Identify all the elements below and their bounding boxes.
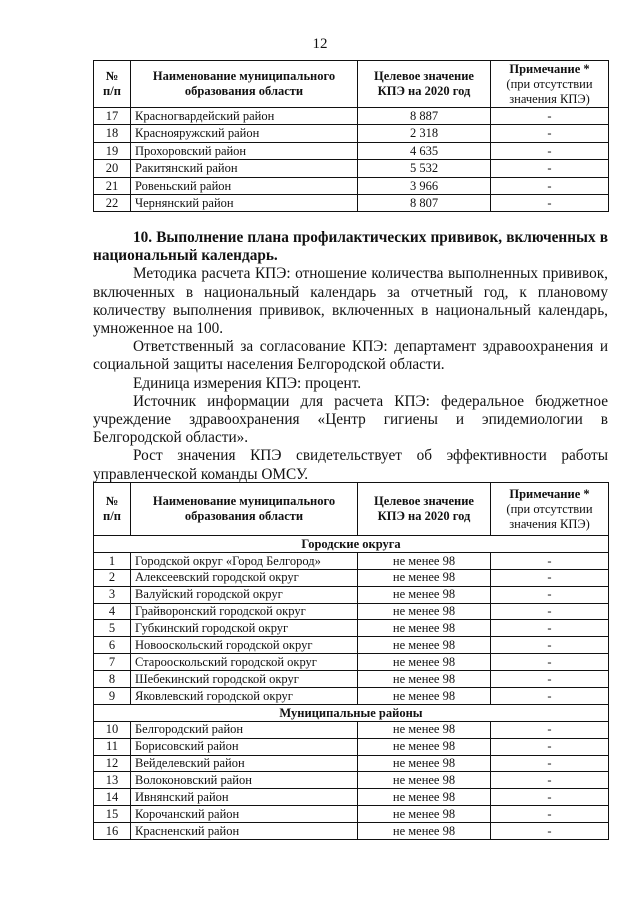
- row-target-value: не менее 98: [358, 789, 491, 806]
- row-name: Шебекинский городской округ: [131, 671, 358, 688]
- row-note: -: [491, 108, 609, 125]
- row-note: -: [491, 637, 609, 654]
- row-target-value: не менее 98: [358, 721, 491, 738]
- row-target-value: не менее 98: [358, 637, 491, 654]
- row-number: 7: [94, 654, 131, 671]
- row-target-value: не менее 98: [358, 569, 491, 586]
- group-title: Городские округа: [94, 536, 609, 553]
- row-target-value: не менее 98: [358, 603, 491, 620]
- row-target-value: не менее 98: [358, 620, 491, 637]
- row-number: 3: [94, 586, 131, 603]
- row-name: Губкинский городской округ: [131, 620, 358, 637]
- header-note: [491, 61, 609, 108]
- table-row: [94, 721, 609, 738]
- row-note: -: [491, 194, 609, 211]
- row-target-value: 8 887: [358, 108, 491, 125]
- row-number: 17: [94, 108, 131, 125]
- row-note: -: [491, 177, 609, 194]
- row-note: -: [491, 586, 609, 603]
- row-name: Ракитянский район: [131, 160, 358, 177]
- table-row: [94, 586, 609, 603]
- row-note: -: [491, 688, 609, 705]
- row-number: 12: [94, 755, 131, 772]
- row-name: Валуйский городской округ: [131, 586, 358, 603]
- row-target-value: 3 966: [358, 177, 491, 194]
- row-number: 6: [94, 637, 131, 654]
- row-name: Прохоровский район: [131, 142, 358, 159]
- row-note: -: [491, 755, 609, 772]
- header-name: Наименование муниципального образования области: [131, 61, 358, 108]
- table-row: [94, 620, 609, 637]
- row-number: 14: [94, 789, 131, 806]
- row-note: -: [491, 160, 609, 177]
- table-row: [94, 671, 609, 688]
- row-name: Вейделевский район: [131, 755, 358, 772]
- group-title: Муниципальные районы: [94, 704, 609, 721]
- row-note: -: [491, 806, 609, 823]
- row-note: -: [491, 738, 609, 755]
- row-name: Борисовский район: [131, 738, 358, 755]
- table-row: [94, 552, 609, 569]
- row-name: Старооскольский городской округ: [131, 654, 358, 671]
- row-name: Красногвардейский район: [131, 108, 358, 125]
- table-row: [94, 177, 609, 194]
- header-num: № п/п: [94, 61, 131, 108]
- row-number: 18: [94, 125, 131, 142]
- row-target-value: 5 532: [358, 160, 491, 177]
- row-name: Городской округ «Город Белгород»: [131, 552, 358, 569]
- row-name: Новооскольский городской округ: [131, 637, 358, 654]
- paragraph-growth: Рост значения КПЭ свидетельствует об эффективности работы управленческой команды ОМСУ.: [93, 447, 608, 483]
- row-target-value: не менее 98: [358, 772, 491, 789]
- row-target-value: не менее 98: [358, 654, 491, 671]
- row-note: -: [491, 552, 609, 569]
- header-num: № п/п: [94, 483, 131, 536]
- paragraph-method: Методика расчета КПЭ: отношение количества выполненных прививок, включенных в национальный календарь за отчетный год, к плановому количеству выполнения прививок, включенных в национальный календарь, умноженное на 100.: [93, 265, 608, 338]
- header-note-title: Примечание *: [509, 61, 590, 76]
- row-note: -: [491, 721, 609, 738]
- row-note: -: [491, 603, 609, 620]
- row-name: Чернянский район: [131, 194, 358, 211]
- row-target-value: не менее 98: [358, 738, 491, 755]
- table-header-row: [94, 483, 609, 536]
- paragraph-source: Источник информации для расчета КПЭ: федеральное бюджетное учреждение здравоохранения «Центр гигиены и эпидемиологии в Белгородской области».: [93, 392, 608, 447]
- header-note-sub: (при отсутствии значения КПЭ): [506, 76, 593, 106]
- table-row: [94, 789, 609, 806]
- table-row: [94, 654, 609, 671]
- row-number: 5: [94, 620, 131, 637]
- row-name: Красненский район: [131, 823, 358, 840]
- row-number: 4: [94, 603, 131, 620]
- table-row: [94, 160, 609, 177]
- table-row: [94, 603, 609, 620]
- row-name: Ивнянский район: [131, 789, 358, 806]
- row-number: 22: [94, 194, 131, 211]
- row-target-value: не менее 98: [358, 823, 491, 840]
- table-row: [94, 125, 609, 142]
- row-note: -: [491, 569, 609, 586]
- row-target-value: 4 635: [358, 142, 491, 159]
- row-note: -: [491, 125, 609, 142]
- row-note: -: [491, 823, 609, 840]
- page-number: 12: [312, 36, 328, 52]
- row-name: Яковлевский городской округ: [131, 688, 358, 705]
- table-row: [94, 108, 609, 125]
- row-number: 19: [94, 142, 131, 159]
- table-row: [94, 688, 609, 705]
- table-row: [94, 637, 609, 654]
- row-number: 10: [94, 721, 131, 738]
- row-note: -: [491, 789, 609, 806]
- row-number: 2: [94, 569, 131, 586]
- header-target: Целевое значение КПЭ на 2020 год: [358, 483, 491, 536]
- row-name: Грайворонский городской округ: [131, 603, 358, 620]
- table-row: [94, 823, 609, 840]
- row-number: 11: [94, 738, 131, 755]
- row-number: 16: [94, 823, 131, 840]
- group-header-row: [94, 536, 609, 553]
- table-row: [94, 569, 609, 586]
- header-name: Наименование муниципального образования области: [131, 483, 358, 536]
- kpe-table-vaccination: [93, 482, 609, 840]
- row-note: -: [491, 142, 609, 159]
- row-name: Белгородский район: [131, 721, 358, 738]
- row-number: 15: [94, 806, 131, 823]
- paragraph-responsible: Ответственный за согласование КПЭ: департамент здравоохранения и социальной защиты населения Белгородской области.: [93, 338, 608, 374]
- row-number: 20: [94, 160, 131, 177]
- kpe-table-continued: [93, 60, 609, 212]
- table-row: [94, 755, 609, 772]
- header-note-title: Примечание *: [509, 486, 590, 501]
- group-header-row: [94, 704, 609, 721]
- row-name: Ровеньский район: [131, 177, 358, 194]
- row-note: -: [491, 772, 609, 789]
- row-number: 13: [94, 772, 131, 789]
- row-target-value: 8 807: [358, 194, 491, 211]
- row-target-value: не менее 98: [358, 688, 491, 705]
- row-number: 1: [94, 552, 131, 569]
- table-row: [94, 142, 609, 159]
- row-name: Алексеевский городской округ: [131, 569, 358, 586]
- row-number: 21: [94, 177, 131, 194]
- row-note: -: [491, 671, 609, 688]
- row-target-value: не менее 98: [358, 552, 491, 569]
- header-target: Целевое значение КПЭ на 2020 год: [358, 61, 491, 108]
- row-number: 9: [94, 688, 131, 705]
- row-note: -: [491, 620, 609, 637]
- table-row: [94, 738, 609, 755]
- table-row: [94, 806, 609, 823]
- row-number: 8: [94, 671, 131, 688]
- row-target-value: не менее 98: [358, 806, 491, 823]
- header-note-sub: (при отсутствии значения КПЭ): [506, 501, 593, 531]
- row-name: Краснояружский район: [131, 125, 358, 142]
- paragraph-unit: Единица измерения КПЭ: процент.: [133, 374, 362, 392]
- table-row: [94, 194, 609, 211]
- row-name: Волоконовский район: [131, 772, 358, 789]
- row-note: -: [491, 654, 609, 671]
- row-name: Корочанский район: [131, 806, 358, 823]
- row-target-value: 2 318: [358, 125, 491, 142]
- row-target-value: не менее 98: [358, 671, 491, 688]
- section-heading: 10. Выполнение плана профилактических прививок, включенных в национальный календарь.: [93, 229, 608, 265]
- header-note: [491, 483, 609, 536]
- section-text: [93, 229, 608, 484]
- row-target-value: не менее 98: [358, 755, 491, 772]
- row-target-value: не менее 98: [358, 586, 491, 603]
- table-header-row: [94, 61, 609, 108]
- table-row: [94, 772, 609, 789]
